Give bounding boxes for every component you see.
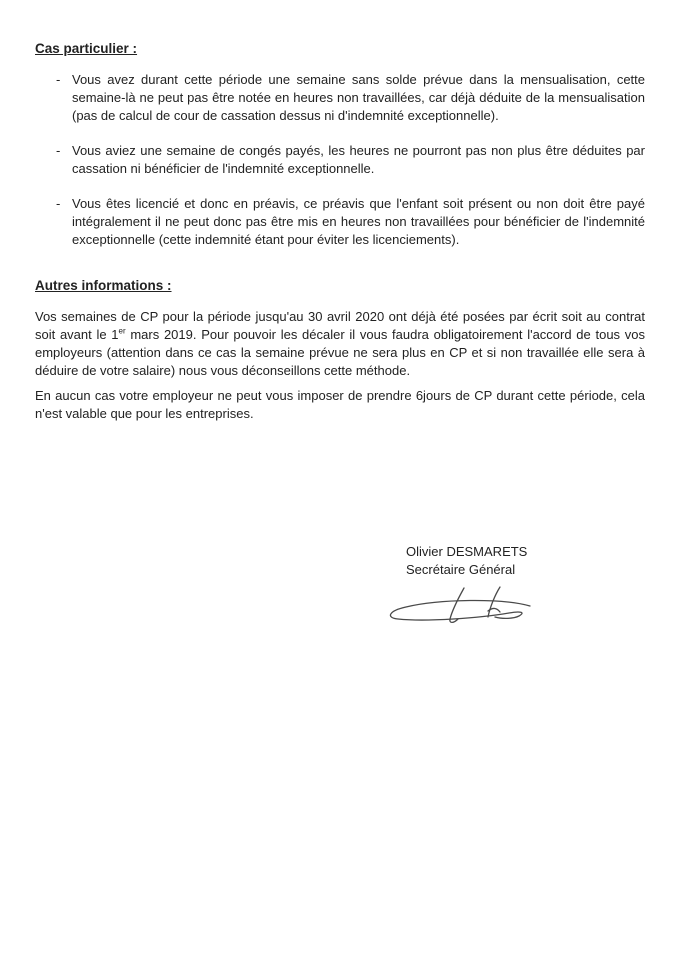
signature-scribble	[384, 585, 536, 629]
bullet-item	[35, 71, 645, 125]
section-heading-autres-informations: Autres informations :	[35, 278, 172, 293]
bullet-dash: -	[56, 143, 61, 158]
case-bullet-list	[35, 71, 645, 249]
paragraph-text: Vos semaines de CP pour la période jusqu'au 30 avril 2020 ont déjà été posées par écrit soit au contrat soit avant le 1	[35, 309, 645, 342]
signatory-name: Olivier DESMARETS	[406, 544, 528, 559]
bullet-item	[35, 195, 645, 249]
bullet-text: Vous êtes licencié et donc en préavis, ce préavis que l'enfant soit présent ou non doit être payé intégralement il ne peut donc pas être mis en heures non travaillées pour bénéficier de l'indemnité exceptionnelle (cette indemnité étant pour éviter les licenciements).	[72, 196, 645, 247]
paragraph-employeur: En aucun cas votre employeur ne peut vous imposer de prendre 6jours de CP durant cette période, cela n'est valable que pour les entreprises.	[35, 388, 645, 421]
bullet-dash: -	[56, 72, 61, 87]
paragraph-text: mars 2019. Pour pouvoir les décaler il vous faudra obligatoirement l'accord de tous vos employeurs (attention dans ce cas la semaine prévue ne sera plus en CP et si non travaillée elle sera à déduire de votre salaire) nous vous déconseillons cette méthode.	[35, 327, 645, 378]
bullet-text: Vous aviez une semaine de congés payés, les heures ne pourront pas non plus être déduites par cassation ni bénéficier de l'indemnité exceptionnelle.	[72, 143, 645, 176]
signatory-title: Secrétaire Général	[406, 562, 516, 577]
bullet-text: Vous avez durant cette période une semaine sans solde prévue dans la mensualisation, cette semaine-là ne peut pas être notée en heures non travaillées, car déjà déduite de la mensualisation (pas de calcul de cour de cassation dessus ni d'indemnité exceptionnelle).	[72, 72, 645, 123]
section-heading-cas-particulier: Cas particulier :	[35, 41, 138, 56]
paragraph-conges-payes	[35, 308, 645, 380]
superscript-er: er	[118, 326, 126, 336]
signature-block	[406, 543, 645, 629]
bullet-dash: -	[56, 196, 61, 211]
bullet-item	[35, 142, 645, 178]
